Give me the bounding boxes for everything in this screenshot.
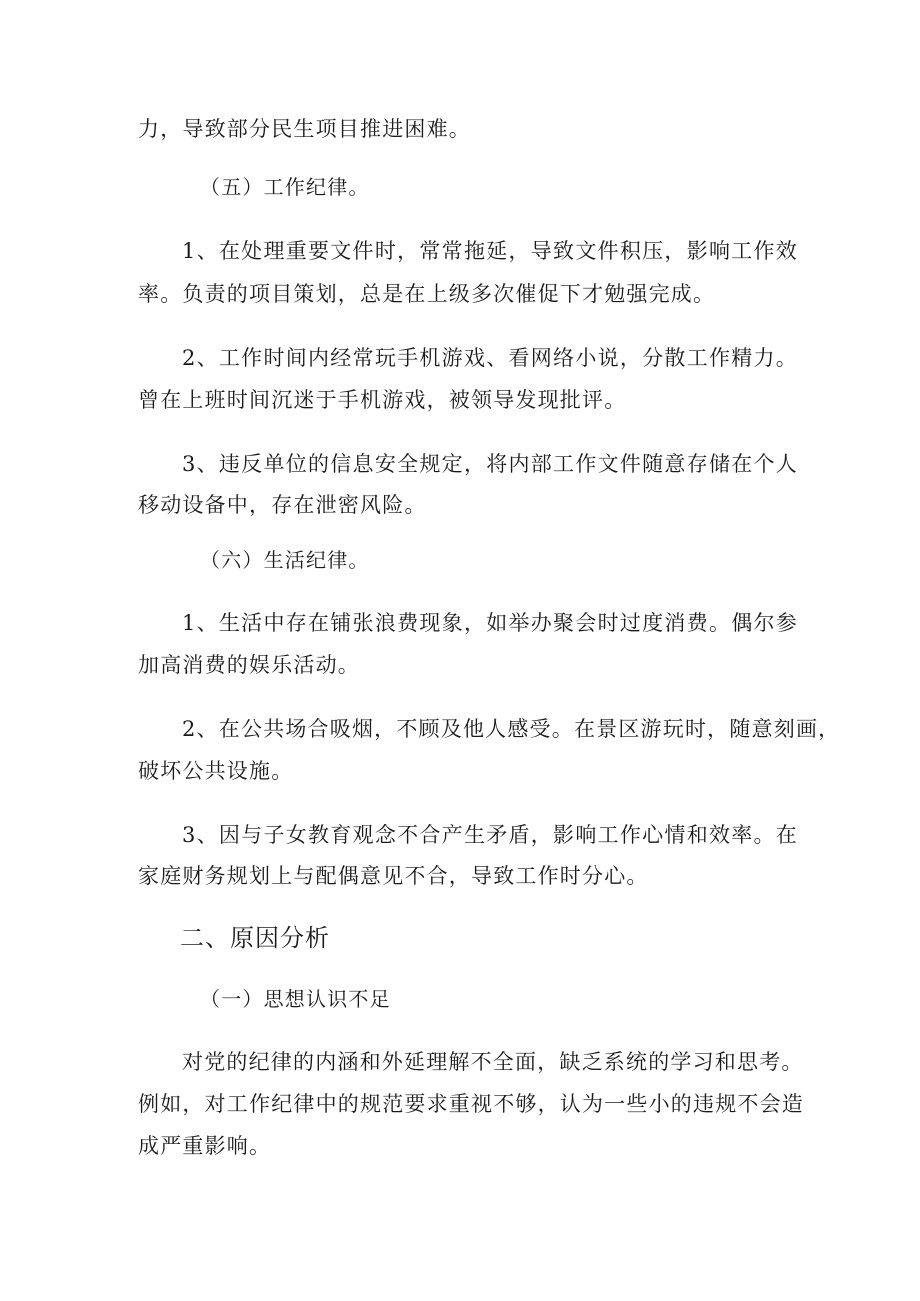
paragraph-line: 加高消费的娱乐活动。 xyxy=(138,653,360,677)
paragraph-line: 破坏公共设施。 xyxy=(138,759,294,783)
section-title-life-discipline: （六）生活纪律。 xyxy=(200,548,370,572)
paragraph-line: 成严重影响。 xyxy=(138,1134,272,1158)
paragraph-line: 3、因与子女教育观念不合产生矛盾，影响工作心情和效率。在 xyxy=(182,823,798,847)
paragraph-line: 移动设备中，存在泄密风险。 xyxy=(138,493,427,517)
subsection-title-ideological: （一）思想认识不足 xyxy=(200,987,391,1011)
paragraph-line: 对党的纪律的内涵和外延理解不全面，缺乏系统的学习和思考。 xyxy=(182,1050,804,1074)
section-heading-cause-analysis: 二、原因分析 xyxy=(180,924,330,952)
paragraph-line: 力，导致部分民生项目推进困难。 xyxy=(138,117,471,141)
paragraph-line: 3、违反单位的信息安全规定，将内部工作文件随意存储在个人 xyxy=(182,452,798,476)
paragraph-line: 家庭财务规划上与配偶意见不合，导致工作时分心。 xyxy=(138,864,649,888)
paragraph-line: 1、在处理重要文件时，常常拖延，导致文件积压，影响工作效 xyxy=(182,239,798,263)
paragraph-line: 2、工作时间内经常玩手机游戏、看网络小说，分散工作精力。 xyxy=(182,346,798,370)
paragraph-line: 2、在公共场合吸烟，不顾及他人感受。在景区游玩时，随意刻画， xyxy=(182,717,841,741)
paragraph-line: 1、生活中存在铺张浪费现象，如举办聚会时过度消费。偶尔参 xyxy=(182,611,798,635)
paragraph-line: 曾在上班时间沉迷于手机游戏，被领导发现批评。 xyxy=(138,388,627,412)
paragraph-line: 例如，对工作纪律中的规范要求重视不够，认为一些小的违规不会造 xyxy=(138,1092,804,1116)
section-title-work-discipline: （五）工作纪律。 xyxy=(200,175,370,199)
paragraph-line: 率。负责的项目策划，总是在上级多次催促下才勉强完成。 xyxy=(138,282,716,306)
